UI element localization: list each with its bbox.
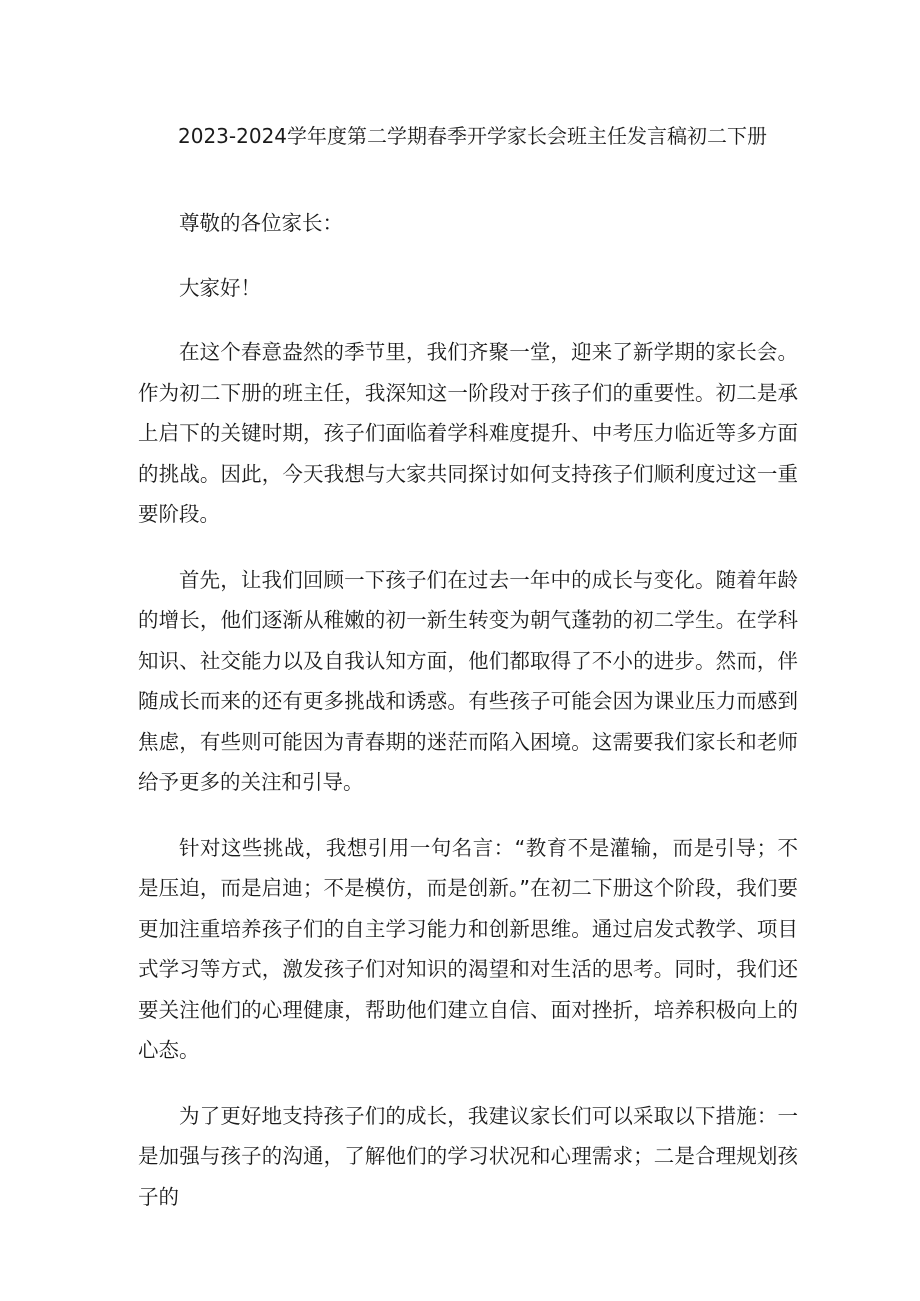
paragraph: 在这个春意盎然的季节里，我们齐聚一堂，迎来了新学期的家长会。作为初二下册的班主任，我深知这一阶段对于孩子们的重要性。初二是承上启下的关键时期，孩子们面临着学科难度提升、中考压力临近等多方面的挑战。因此，今天我想与大家共同探讨如何支持孩子们顺利度过这一重要阶段。	[138, 340, 798, 526]
document-title: 2023-2024学年度第二学期春季开学家长会班主任发言稿初二下册	[178, 124, 768, 148]
paragraph: 首先，让我们回顾一下孩子们在过去一年中的成长与变化。随着年龄的增长，他们逐渐从稚嫩的初一新生转变为朝气蓬勃的初二学生。在学科知识、社交能力以及自我认知方面，他们都取得了不小的进步。然而，伴随成长而来的还有更多挑战和诱惑。有些孩子可能会因为课业压力而感到焦虑，有些则可能因为青春期的迷茫而陷入困境。这需要我们家长和老师给予更多的关注和引导。	[138, 567, 798, 794]
salutation: 尊敬的各位家长：	[179, 211, 343, 235]
paragraph: 为了更好地支持孩子们的成长，我建议家长们可以采取以下措施：一是加强与孩子的沟通，了解他们的学习状况和心理需求；二是合理规划孩子的	[138, 1103, 798, 1209]
paragraph: 针对这些挑战，我想引用一句名言：“教育不是灌输，而是引导；不是压迫，而是启迪；不是模仿，而是创新。”在初二下册这个阶段，我们要更加注重培养孩子们的自主学习能力和创新思维。通过启发式教学、项目式学习等方式，激发孩子们对知识的渴望和对生活的思考。同时，我们还要关注他们的心理健康，帮助他们建立自信、面对挫折，培养积极向上的心态。	[138, 835, 798, 1062]
greeting: 大家好！	[179, 275, 261, 300]
document-body	[138, 203, 798, 1242]
